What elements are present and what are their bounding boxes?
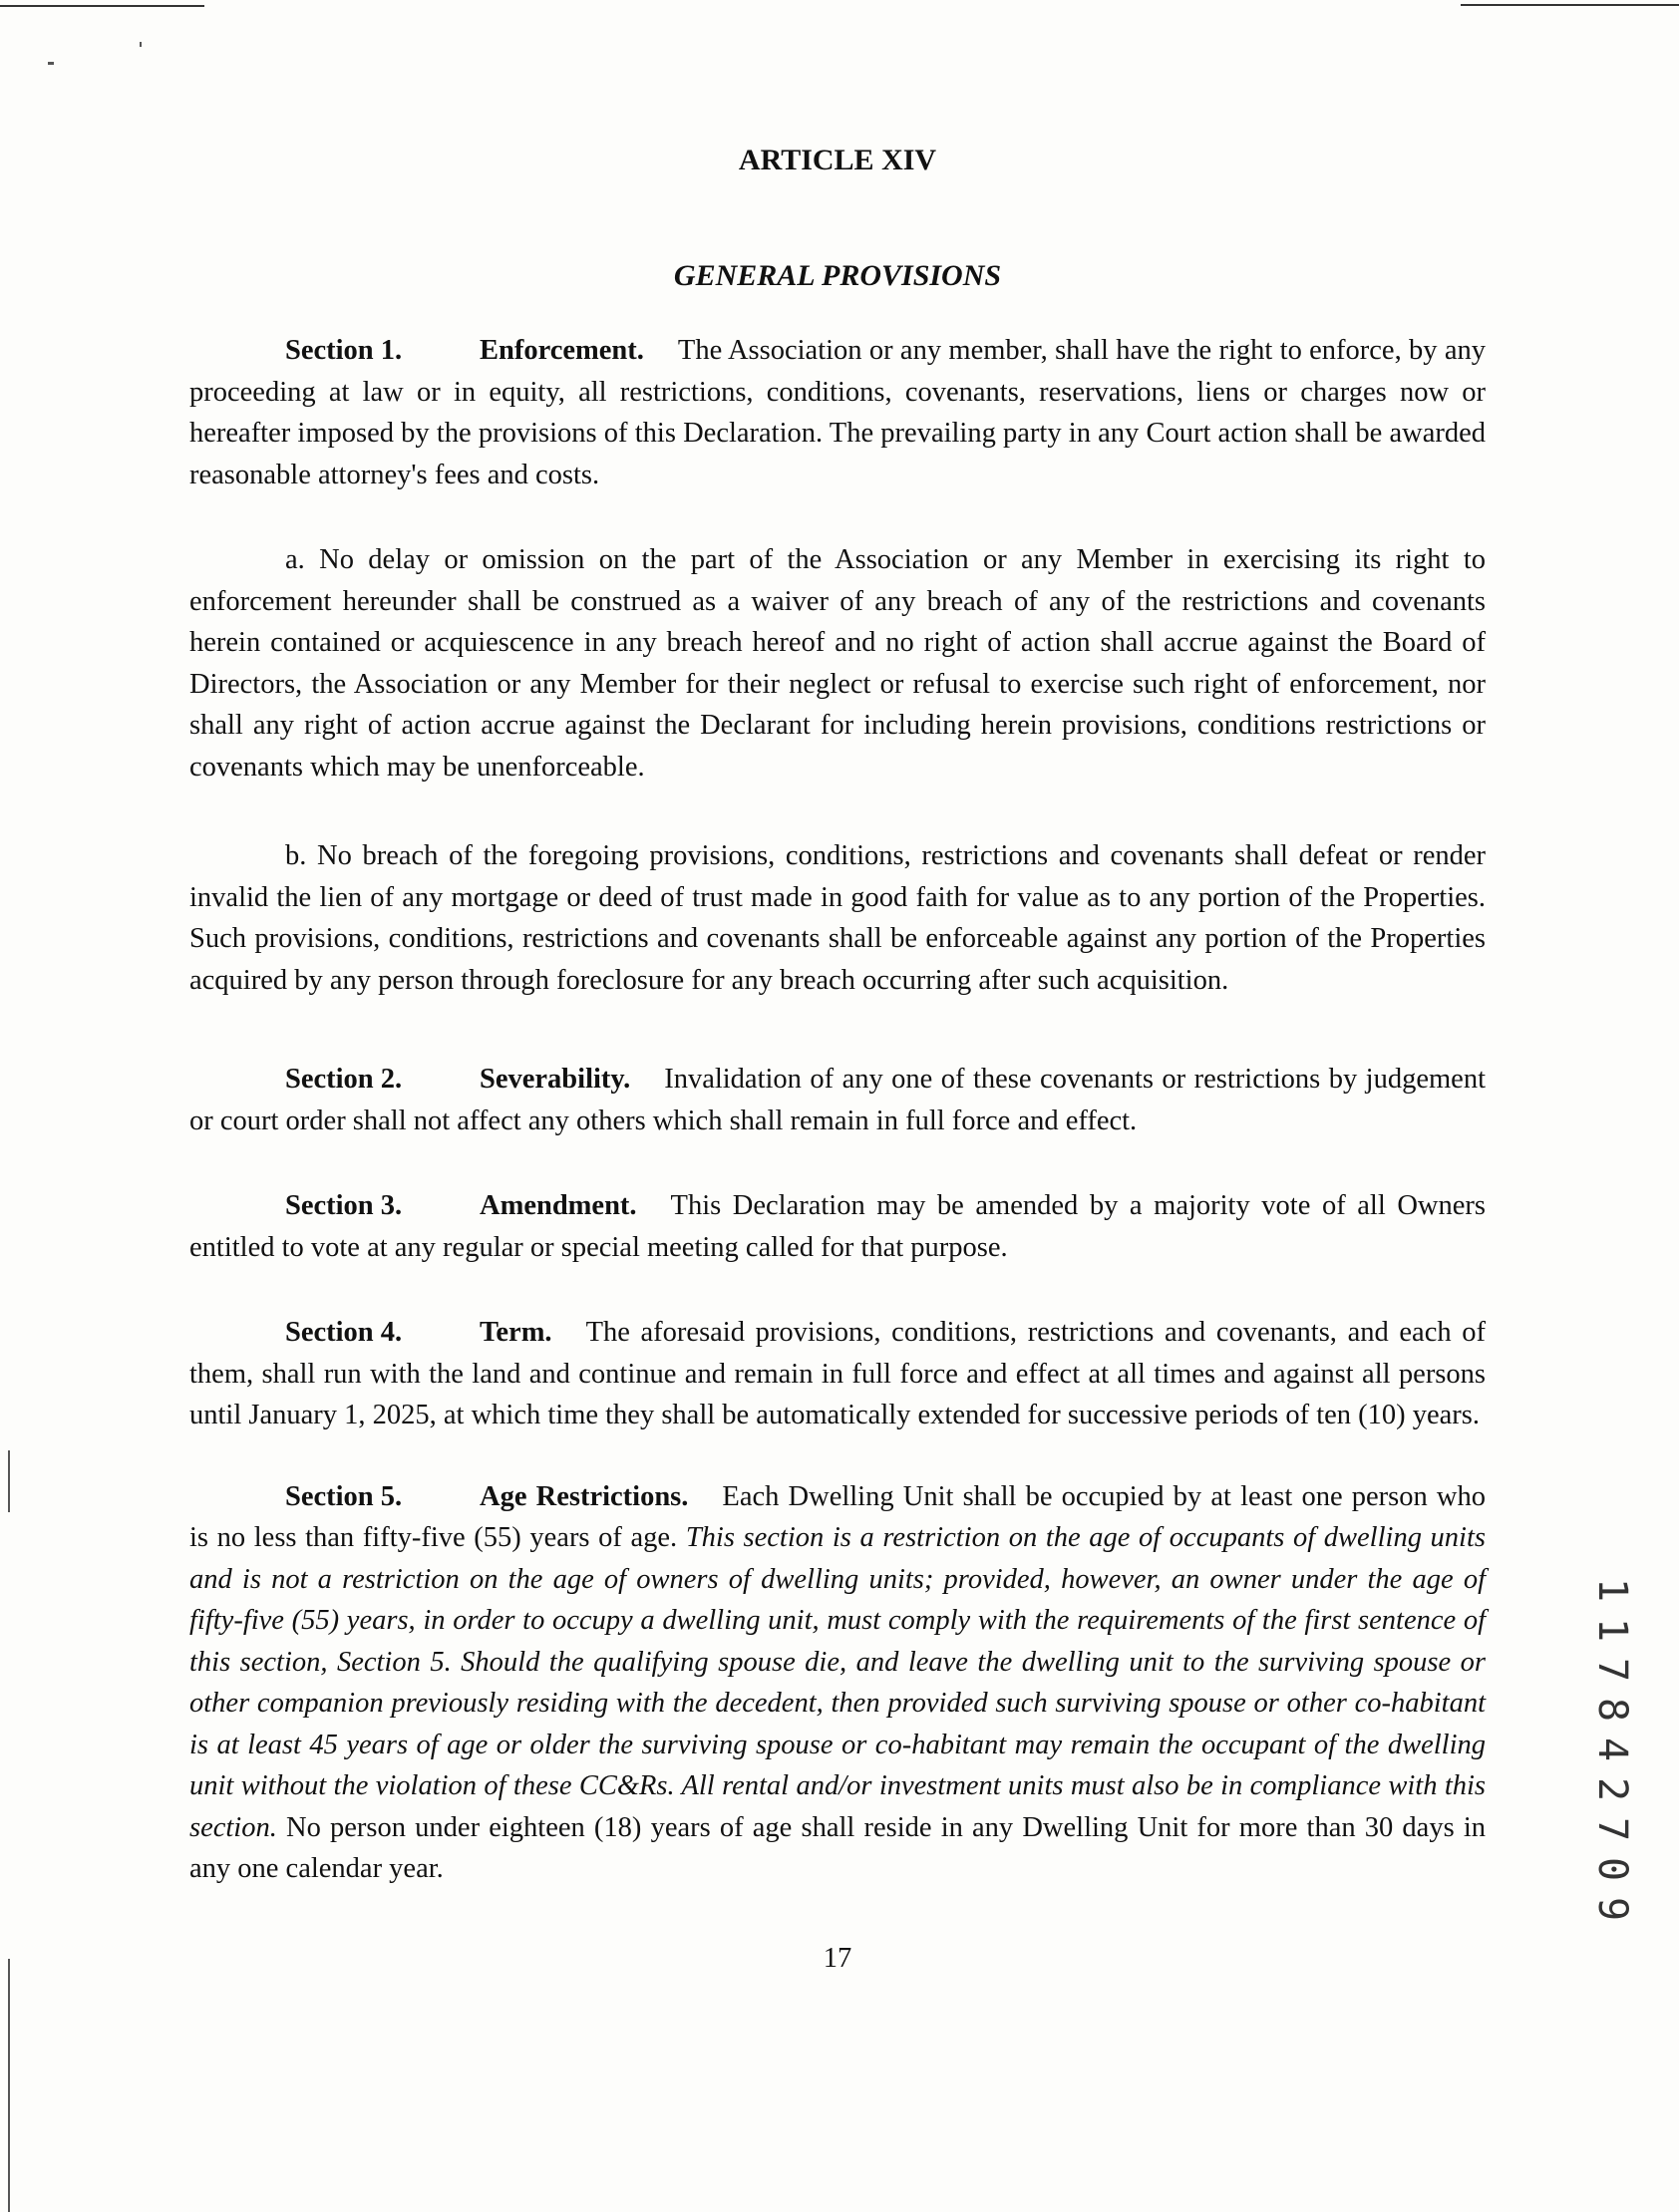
scan-border-top-right bbox=[1461, 4, 1679, 6]
section-4-label: Section 4. bbox=[285, 1317, 403, 1348]
section-5-label: Section 5. bbox=[285, 1480, 403, 1512]
scan-margin-line bbox=[8, 1959, 10, 2212]
scan-margin-line bbox=[8, 1450, 10, 1512]
section-1-text: The Association or any member, shall have the right to enforce, by any proceeding at law or in equity, all restrictions, conditions, covenants, reservations, liens or charges now or hereafter imposed by the provisions of this Declaration. The prevailing party in any Court action shall be awarded reasonable attorney's fees and costs. bbox=[189, 335, 1486, 490]
section-5-text-2: No person under eighteen (18) years of age shall reside in any Dwelling Unit for more than 30 days in any one calendar year. bbox=[189, 1811, 1487, 1884]
stamp-digit: 2 bbox=[1589, 1776, 1635, 1802]
article-heading: ARTICLE XIV bbox=[738, 144, 937, 176]
stamp-digit: 8 bbox=[1589, 1697, 1635, 1723]
section-3-label: Section 3. bbox=[285, 1190, 403, 1221]
stamp-digit: 7 bbox=[1589, 1657, 1635, 1683]
section-2-label: Section 2. bbox=[285, 1064, 403, 1095]
scan-speck bbox=[140, 42, 142, 47]
stamp-digit: 4 bbox=[1589, 1737, 1635, 1762]
document-page bbox=[189, 140, 1486, 1979]
section-3 bbox=[189, 1185, 1486, 1268]
recording-number-stamp bbox=[1587, 1570, 1637, 1922]
section-4-text: The aforesaid provisions, conditions, restrictions and covenants, and each of them, shall run with the land and continue and remain in full force and effect at all times and against all persons until January 1, 2025, at which time they shall be automatically extended for successive periods of ten (10) years. bbox=[189, 1317, 1486, 1430]
scan-border-top-left bbox=[0, 5, 204, 7]
section-1-title: Enforcement. bbox=[480, 335, 644, 366]
section-4 bbox=[189, 1312, 1486, 1436]
section-1-item-b: b. No breach of the foregoing provisions, conditions, restrictions and covenants shall defeat or render invalid the lien of any mortgage or deed of trust made in good faith for value as to any portion of the Properties. Such provisions, conditions, restrictions and covenants shall be enforceable against any portion of the Properties acquired by any person through foreclosure for any breach occurring after such acquisition. bbox=[189, 840, 1486, 996]
stamp-digit: 1 bbox=[1589, 1617, 1635, 1643]
section-3-text: This Declaration may be amended by a majority vote of all Owners entitled to vote at any regular or special meeting called for that purpose. bbox=[189, 1190, 1486, 1263]
section-1-item-a: a. No delay or omission on the part of the Association or any Member in exercising its right to enforcement hereunder shall be construed as a waiver of any breach of any of the restrictions and covenants herein contained or acquiescence in any breach hereof and no right of action shall accrue against the Board of Directors, the Association or any Member for their neglect or refusal to exercise such right of enforcement, nor shall any right of action accrue against the Declarant for including herein provisions, conditions restrictions or covenants which may be unenforceable. bbox=[189, 544, 1486, 783]
section-5-title: Age Restrictions. bbox=[480, 1480, 689, 1512]
section-2-text: Invalidation of any one of these covenants or restrictions by judgement or court order shall not affect any others which shall remain in full force and effect. bbox=[189, 1064, 1486, 1136]
section-5 bbox=[189, 1476, 1486, 1890]
stamp-digit: 9 bbox=[1589, 1896, 1635, 1922]
stamp-digit: 0 bbox=[1589, 1856, 1635, 1882]
section-2-title: Severability. bbox=[480, 1064, 631, 1095]
section-5-italic-text: This section is a restriction on the age of occupants of dwelling units and is not a restriction on the age of owners of dwelling units; provided, however, an owner under the age of fifty-five (55) years, in order to occupy a dwelling unit, must comply with the requirements of the first sentence of this section, Section 5. Should the qualifying spouse die, and leave the dwelling unit to the surviving spouse or other companion previously residing with the decedent, then provided such surviving spouse or other co-habitant is at least 45 years of age or older the surviving spouse or co-habitant may remain the occupant of the dwelling unit without the violation of these CC&Rs. All rental and/or investment units must also be in compliance with this section. bbox=[189, 1522, 1486, 1843]
section-group-title: GENERAL PROVISIONS bbox=[673, 258, 1002, 292]
section-1 bbox=[189, 330, 1486, 495]
section-2 bbox=[189, 1059, 1486, 1141]
stamp-digit: 7 bbox=[1589, 1816, 1635, 1842]
section-1-label: Section 1. bbox=[285, 335, 403, 366]
stamp-digit: 1 bbox=[1589, 1577, 1635, 1603]
page-number: 17 bbox=[823, 1942, 852, 1974]
section-3-title: Amendment. bbox=[480, 1190, 637, 1221]
section-5-text-1: Each Dwelling Unit shall be occupied by at least one person who is no less than fifty-five (55) years of age. bbox=[189, 1480, 1486, 1553]
scan-speck bbox=[48, 62, 54, 65]
section-4-title: Term. bbox=[480, 1317, 552, 1348]
